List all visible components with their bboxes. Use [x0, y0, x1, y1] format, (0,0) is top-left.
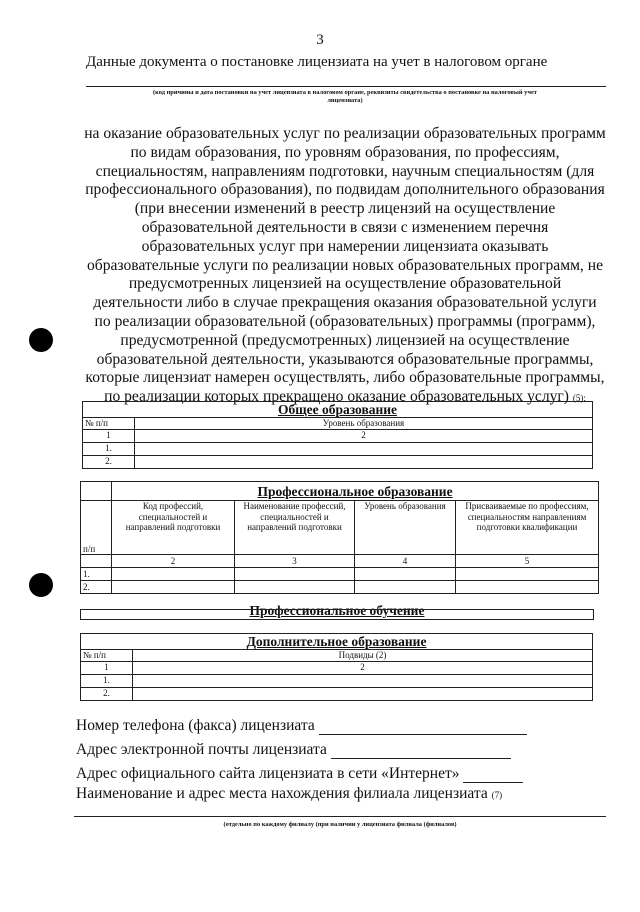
subtype-input-cell[interactable] [133, 687, 593, 700]
column-number-cell: 1 [81, 661, 133, 674]
code-input-cell[interactable] [112, 581, 235, 594]
phone-input-line[interactable] [319, 720, 527, 735]
col-header-name: Наименование профессий, специальностей и направлений подготовки [235, 501, 355, 555]
level-input-cell[interactable] [355, 568, 456, 581]
binder-hole-bottom [29, 573, 53, 597]
column-number-cell [81, 555, 112, 568]
phone-label: Номер телефона (факса) лицензиата [76, 717, 315, 734]
level-input-cell[interactable] [135, 442, 593, 455]
col-header-qualification: Присваиваемые по профессиям, специальностям направлениям подготовки квалификации [456, 501, 599, 555]
level-input-cell[interactable] [355, 581, 456, 594]
row-number-cell: 2. [83, 455, 135, 468]
binder-hole-top [29, 328, 53, 352]
column-number-cell: 2 [135, 429, 593, 442]
col-header-num: № п/п [81, 650, 133, 662]
email-label: Адрес электронной почты лицензиата [76, 741, 327, 758]
branch-footnote-ref: (7) [491, 790, 503, 800]
col-header-level: Уровень образования [135, 418, 593, 430]
branch-label: Наименование и адрес места нахождения филиала лицензиата [76, 785, 488, 802]
page-number: 3 [316, 32, 324, 48]
subtype-input-cell[interactable] [133, 674, 593, 687]
row-number-cell: 2. [81, 581, 112, 594]
col-header-subtype: Подвиды (2) [133, 650, 593, 662]
phone-row [76, 717, 527, 735]
code-input-cell[interactable] [112, 568, 235, 581]
website-input-line[interactable] [463, 768, 523, 783]
row-number-cell: 1. [81, 568, 112, 581]
tax-registration-input-line[interactable] [86, 86, 606, 87]
col-header-code: Код профессий, специальностей и направлений подготовки [112, 501, 235, 555]
col-header-num: № п/п [83, 418, 135, 430]
column-number-cell: 1 [83, 429, 135, 442]
website-label: Адрес официального сайта лицензиата в сети «Интернет» [76, 765, 460, 782]
professional-education-title: Профессиональное образование [112, 482, 599, 501]
row-number-cell: 1. [81, 674, 133, 687]
branch-footer-note: (отдельно по каждому филиалу (при наличии у лицензиата филиала (филиалов) [223, 821, 457, 828]
additional-education-table [80, 633, 593, 701]
qualification-input-cell[interactable] [456, 568, 599, 581]
tax-registration-heading: Данные документа о постановке лицензиата на учет в налоговом органе [86, 54, 548, 70]
branch-input-line[interactable] [74, 816, 606, 817]
name-input-cell[interactable] [235, 568, 355, 581]
email-row [76, 741, 511, 759]
branch-row [76, 785, 502, 803]
instruction-text: на оказание образовательных услуг по реализации образовательных программ по видам образования, по уровням образования, по профессиям, специальностям, направлениям подготовки, научным специальностям (для профессионального образования), по подвидам дополнительного образования (при внесении изменений в реестр лицензий на осуществление образовательной деятельности в связи с изменением перечня образовательных услуг при намерении лицензиата оказывать образовательные услуги по реализации новых образовательных программ, не предусмотренных лицензией на осуществление образовательной деятельности либо в случае прекращения оказания образовательной услуги по реализации образовательной (образовательных) программы (программ), предусмотренной (предусмотренных) лицензией на осуществление образовательной деятельности, указываются образовательные программы, которые лицензиат намерен осуществлять, либо образовательные программы, по реализации которых прекращено оказание образовательных услуг) [84, 125, 606, 406]
general-education-title: Общее образование [83, 402, 593, 418]
name-input-cell[interactable] [235, 581, 355, 594]
professional-training-title: Профессиональное обучение [249, 603, 425, 618]
col-header-level: Уровень образования [355, 501, 456, 555]
instruction-footnote-ref: (5): [572, 393, 586, 404]
row-number-cell: 2. [81, 687, 133, 700]
column-number-cell: 5 [456, 555, 599, 568]
column-number-cell: 4 [355, 555, 456, 568]
row-number-cell: 1. [83, 442, 135, 455]
general-education-table [82, 401, 593, 469]
email-input-line[interactable] [331, 744, 511, 759]
column-number-cell: 3 [235, 555, 355, 568]
website-row [76, 765, 523, 783]
level-input-cell[interactable] [135, 455, 593, 468]
column-number-cell: 2 [112, 555, 235, 568]
professional-education-table [80, 481, 599, 594]
tax-registration-note-line1: (код причины и дата постановки на учет лицензиата в налоговом органе, реквизиты свидетельства о постановке на налоговый учет [153, 89, 537, 96]
empty-corner-cell [81, 482, 112, 501]
instruction-paragraph [84, 125, 606, 408]
tax-registration-note [90, 89, 600, 106]
col-header-num: п/п [81, 501, 112, 555]
additional-education-title: Дополнительное образование [81, 634, 593, 650]
tax-registration-note-line2: лицензиата) [327, 97, 363, 105]
professional-training-box[interactable] [80, 609, 594, 620]
column-number-cell: 2 [133, 661, 593, 674]
qualification-input-cell[interactable] [456, 581, 599, 594]
